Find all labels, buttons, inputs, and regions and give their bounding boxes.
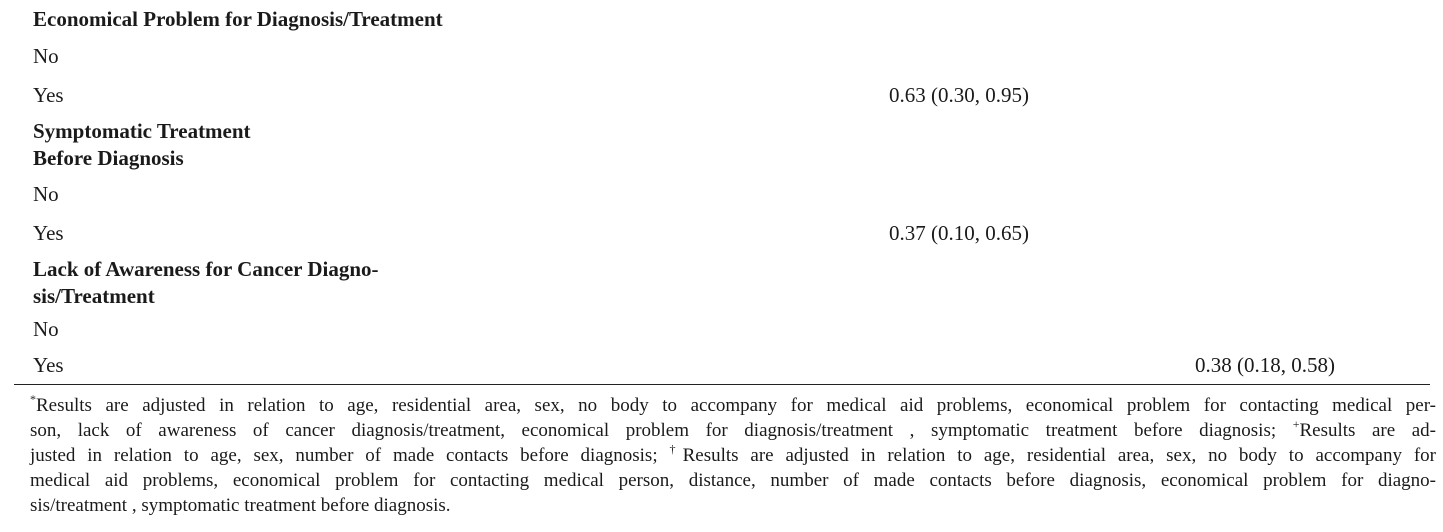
table-footnote — [30, 393, 1436, 518]
row-label: Yes — [33, 353, 64, 377]
estimate-value: 0.63 (0.30, 0.95) — [889, 83, 1029, 107]
footnote-mark: * — [30, 392, 36, 406]
footnote-text: sis/treatment , symptomatic treatment before diagnosis. — [30, 495, 451, 516]
row-label: No — [33, 317, 59, 341]
row-label-line: Lack of Awareness for Cancer Diagno- — [33, 257, 379, 281]
row-label-line: sis/Treatment — [33, 284, 155, 308]
row-label: No — [33, 44, 59, 68]
footnote-mark: + — [1292, 417, 1300, 431]
row-label-line: Before Diagnosis — [33, 146, 184, 170]
footnote-line — [30, 443, 1436, 468]
footnote-text: Results are adjusted in relation to age, residential area, sex, no body to accompany for — [682, 445, 1436, 466]
row-label: Economical Problem for Diagnosis/Treatment — [33, 7, 443, 31]
footnote-line — [30, 418, 1436, 443]
footnote-line — [30, 493, 1436, 518]
footnote-text: justed in relation to age, sex, number of made contacts before diagnosis; — [30, 445, 670, 466]
footnote-text: son, lack of awareness of cancer diagnosis/treatment, economical problem for diagnosis/treatment , symptomatic treatment before diagnosis; — [30, 420, 1293, 441]
footnote-line — [30, 468, 1436, 493]
row-label: Yes — [33, 83, 64, 107]
estimate-value: 0.38 (0.18, 0.58) — [1195, 353, 1335, 377]
table-bottom-rule — [14, 384, 1430, 385]
footnote-text: Results are adjusted in relation to age, residential area, sex, no body to accompany for medical aid problems, economical problem for contacting medical per- — [36, 395, 1436, 416]
footnote-text: medical aid problems, economical problem for contacting medical person, distance, number of made contacts before diagnosis, economical problem for diagno- — [30, 470, 1436, 491]
estimate-value: 0.37 (0.10, 0.65) — [889, 221, 1029, 245]
footnote-line — [30, 393, 1436, 418]
footnote-text: Results are ad- — [1299, 420, 1436, 441]
footnote-mark: † — [669, 442, 683, 456]
row-label: Yes — [33, 221, 64, 245]
row-label-line: Symptomatic Treatment — [33, 119, 251, 143]
row-label: No — [33, 182, 59, 206]
